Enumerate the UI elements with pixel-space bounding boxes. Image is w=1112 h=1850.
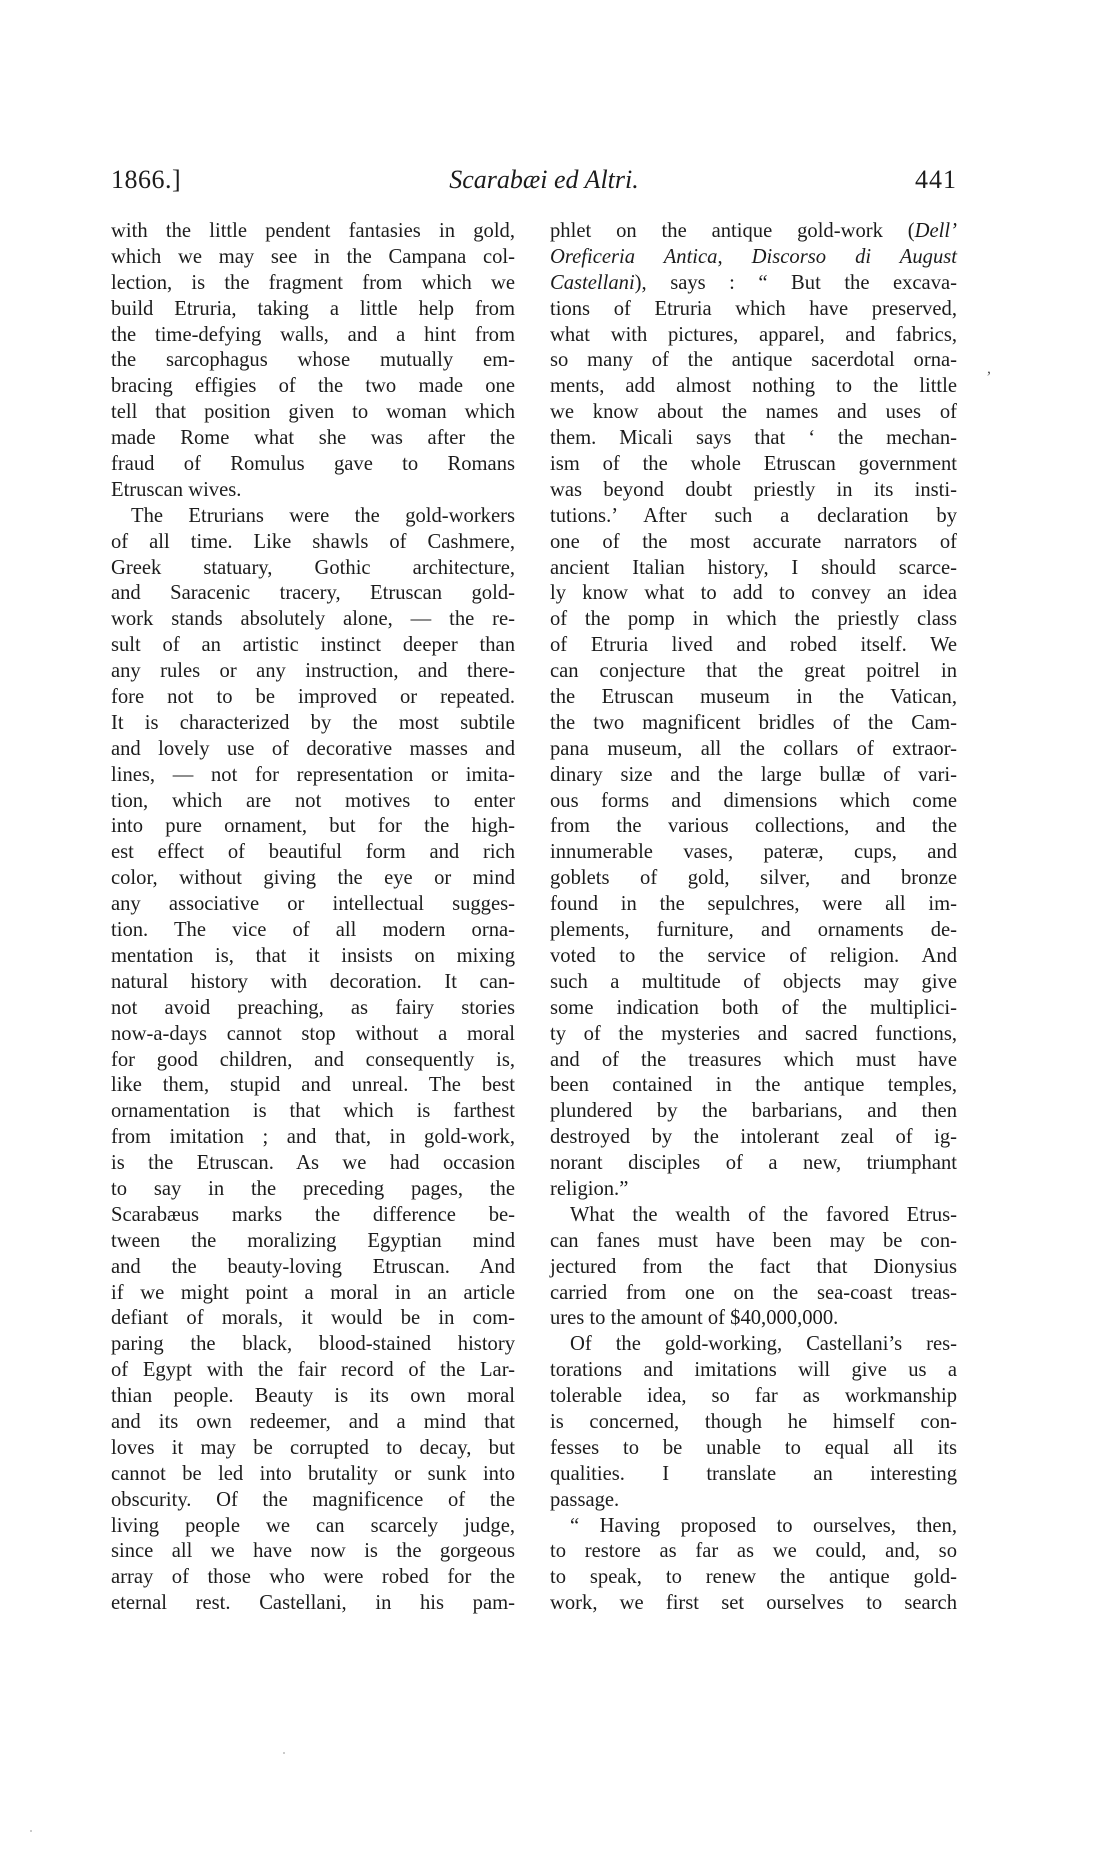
text-line: mentation is, that it insists on mixing — [111, 944, 515, 967]
text-line: such a multitude of objects may give — [550, 970, 957, 993]
text-line: into pure ornament, but for the high- — [111, 815, 515, 838]
text-line: paring the black, blood-stained history — [111, 1333, 515, 1356]
text-line: ism of the whole Etruscan government — [550, 453, 957, 476]
text-line: with the little pendent fantasies in gold, — [111, 220, 515, 242]
text-line: of all time. Like shawls of Cashmere, — [111, 530, 515, 553]
text-line: fore not to be improved or repeated. — [111, 686, 515, 709]
running-head-year: 1866.] — [111, 165, 182, 194]
text-line: destroyed by the intolerant zeal of ig- — [550, 1126, 957, 1149]
right-column — [550, 219, 957, 1617]
text-line: plundered by the barbarians, and then — [550, 1100, 957, 1123]
text-line: array of those who were robed for the — [111, 1566, 515, 1589]
text-line: and lovely use of decorative masses and — [111, 737, 515, 760]
text-line: the time-defying walls, and a hint from — [111, 323, 515, 346]
text-line: any rules or any instruction, and there- — [111, 660, 515, 683]
paragraph-start-line: Of the gold-working, Castellani’s res- — [570, 1333, 957, 1356]
paper-speck — [283, 1752, 285, 1754]
text-line: tween the moralizing Egyptian mind — [111, 1229, 515, 1252]
text-line: if we might point a moral in an article — [111, 1281, 515, 1304]
text-line: ly know what to add to convey an idea — [550, 582, 957, 605]
text-line: voted to the service of religion. And — [550, 944, 957, 967]
text-line: It is characterized by the most subtile — [111, 711, 515, 734]
left-column — [111, 219, 515, 1617]
text-line: we know about the names and uses of — [550, 401, 957, 424]
text-line: is concerned, though he himself con- — [550, 1410, 957, 1433]
text-line: the two magnificent bridles of the Cam- — [550, 711, 957, 734]
text-line: fesses to be unable to equal all its — [550, 1436, 957, 1459]
text-line: them. Micali says that ‘ the mechan- — [550, 427, 957, 450]
text-line: bracing effigies of the two made one — [111, 375, 515, 398]
text-line: can conjecture that the great poitrel in — [550, 660, 957, 683]
text-line: work stands absolutely alone, — the re- — [111, 608, 515, 631]
text-line: est effect of beautiful form and rich — [111, 841, 515, 864]
text-line: Scarabæus marks the difference be- — [111, 1203, 515, 1226]
text-line: to say in the preceding pages, the — [111, 1177, 515, 1200]
text-line: tell that position given to woman which — [111, 401, 515, 424]
text-line: tutions.’ After such a declaration by — [550, 504, 957, 527]
text-line: from imitation ; and that, in gold-work, — [111, 1126, 515, 1149]
text-line: can fanes must have been may be con- — [550, 1229, 957, 1252]
text-line: living people we can scarcely judge, — [111, 1514, 515, 1537]
text-line: been contained in the antique temples, — [550, 1074, 957, 1097]
running-head-title: Scarabæi ed Altri. — [449, 165, 639, 194]
text-line: so many of the antique sacerdotal orna- — [550, 349, 957, 372]
text-line: was beyond doubt priestly in its insti- — [550, 478, 957, 501]
text-line — [550, 219, 957, 245]
text-line: ous forms and dimensions which come — [550, 789, 957, 812]
text-line: carried from one on the sea-coast treas- — [550, 1281, 957, 1304]
text-line: and the beauty-loving Etruscan. And — [111, 1255, 515, 1278]
text-line: for good children, and consequently is, — [111, 1048, 515, 1071]
text-line: work, we first set ourselves to search — [550, 1592, 957, 1615]
text-line: some indication both of the multiplici- — [550, 996, 957, 1019]
text-line: qualities. I translate an interesting — [550, 1462, 957, 1485]
paragraph-start-line: The Etrurians were the gold-workers — [131, 504, 515, 527]
text-line: to speak, to renew the antique gold- — [550, 1566, 957, 1589]
text-line: jectured from the fact that Dionysius — [550, 1255, 957, 1278]
text-line: one of the most accurate narrators of — [550, 530, 957, 553]
text-line: cannot be led into brutality or sunk into — [111, 1462, 515, 1485]
text-line: the Etruscan museum in the Vatican, — [550, 686, 957, 709]
text-line: tion. The vice of all modern orna- — [111, 919, 515, 942]
text-fragment: , — [717, 245, 752, 268]
paragraph-end-line: passage. — [550, 1488, 620, 1511]
text-line: now-a-days cannot stop without a moral — [111, 1022, 515, 1045]
text-line: goblets of gold, silver, and bronze — [550, 867, 957, 890]
text-line: which we may see in the Campana col- — [111, 245, 515, 268]
text-line: any associative or intellectual sugges- — [111, 893, 515, 916]
text-line: to restore as far as we could, and, so — [550, 1540, 957, 1563]
stray-print-mark: , — [987, 360, 991, 377]
italic-title-fragment: Dell’ — [914, 220, 957, 242]
text-line: the sarcophagus whose mutually em- — [111, 349, 515, 372]
text-line: of Etruria lived and robed itself. We — [550, 634, 957, 657]
text-line: obscurity. Of the magnificence of the — [111, 1488, 515, 1511]
text-line: since all we have now is the gorgeous — [111, 1540, 515, 1563]
text-line: is the Etruscan. As we had occasion — [111, 1152, 515, 1175]
text-line: Greek statuary, Gothic architecture, — [111, 556, 515, 579]
text-line: lines, — not for representation or imita- — [111, 763, 515, 786]
text-line: sult of an artistic instinct deeper than — [111, 634, 515, 657]
italic-title-fragment: Discorso di August — [751, 245, 957, 268]
text-line: lection, is the fragment from which we — [111, 271, 515, 294]
running-head — [111, 160, 957, 200]
text-line: and of the treasures which must have — [550, 1048, 957, 1071]
text-line: ancient Italian history, I should scarce- — [550, 556, 957, 579]
text-line: natural history with decoration. It can- — [111, 970, 515, 993]
italic-title-fragment: Oreficeria Antica — [550, 245, 718, 268]
text-line: torations and imitations will give us a — [550, 1359, 957, 1382]
text-line: tion, which are not motives to enter — [111, 789, 515, 812]
text-line: from the various collections, and the — [550, 815, 957, 838]
text-line: color, without giving the eye or mind — [111, 867, 515, 890]
text-line: tolerable idea, so far as workmanship — [550, 1385, 957, 1408]
text-line: innumerable vases, pateræ, cups, and — [550, 841, 957, 864]
paper-speck — [30, 1830, 32, 1832]
text-line: dinary size and the large bullæ of vari- — [550, 763, 957, 786]
text-line: and Saracenic tracery, Etruscan gold- — [111, 582, 515, 605]
text-line: ty of the mysteries and sacred functions, — [550, 1022, 957, 1045]
italic-title-fragment: Castellani — [550, 271, 635, 294]
text-line: what with pictures, apparel, and fabrics, — [550, 323, 957, 346]
text-line: defiant of morals, it would be in com- — [111, 1307, 515, 1330]
text-line: build Etruria, taking a little help from — [111, 297, 515, 320]
paragraph-end-line: religion.” — [550, 1177, 629, 1200]
text-line: norant disciples of a new, triumphant — [550, 1152, 957, 1175]
paragraph-end-line: ures to the amount of $40,000,000. — [550, 1307, 839, 1330]
text-line: of the pomp in which the priestly class — [550, 608, 957, 631]
text-fragment: phlet on the antique gold-work ( — [550, 220, 915, 242]
text-line: thian people. Beauty is its own moral — [111, 1385, 515, 1408]
text-line: loves it may be corrupted to decay, but — [111, 1436, 515, 1459]
text-line — [550, 271, 957, 297]
text-line: found in the sepulchres, were all im- — [550, 893, 957, 916]
paragraph-end-line: Etruscan wives. — [111, 478, 242, 501]
text-line: and its own redeemer, and a mind that — [111, 1410, 515, 1433]
text-line: eternal rest. Castellani, in his pam- — [111, 1592, 515, 1615]
text-line: fraud of Romulus gave to Romans — [111, 453, 515, 476]
paragraph-start-line: “ Having proposed to ourselves, then, — [570, 1514, 957, 1537]
text-line: made Rome what she was after the — [111, 427, 515, 450]
text-line: like them, stupid and unreal. The best — [111, 1074, 515, 1097]
text-line: ornamentation is that which is farthest — [111, 1100, 515, 1123]
text-line: plements, furniture, and ornaments de- — [550, 919, 957, 942]
text-fragment: ), says : “ But the excava- — [634, 271, 957, 294]
text-line — [550, 245, 957, 271]
text-line: tions of Etruria which have preserved, — [550, 297, 957, 320]
paragraph-start-line: What the wealth of the favored Etrus- — [570, 1203, 957, 1226]
text-line: not avoid preaching, as fairy stories — [111, 996, 515, 1019]
text-line: ments, add almost nothing to the little — [550, 375, 957, 398]
text-line: of Egypt with the fair record of the Lar- — [111, 1359, 515, 1382]
text-line: pana museum, all the collars of extraor- — [550, 737, 957, 760]
page-number: 441 — [915, 165, 957, 194]
